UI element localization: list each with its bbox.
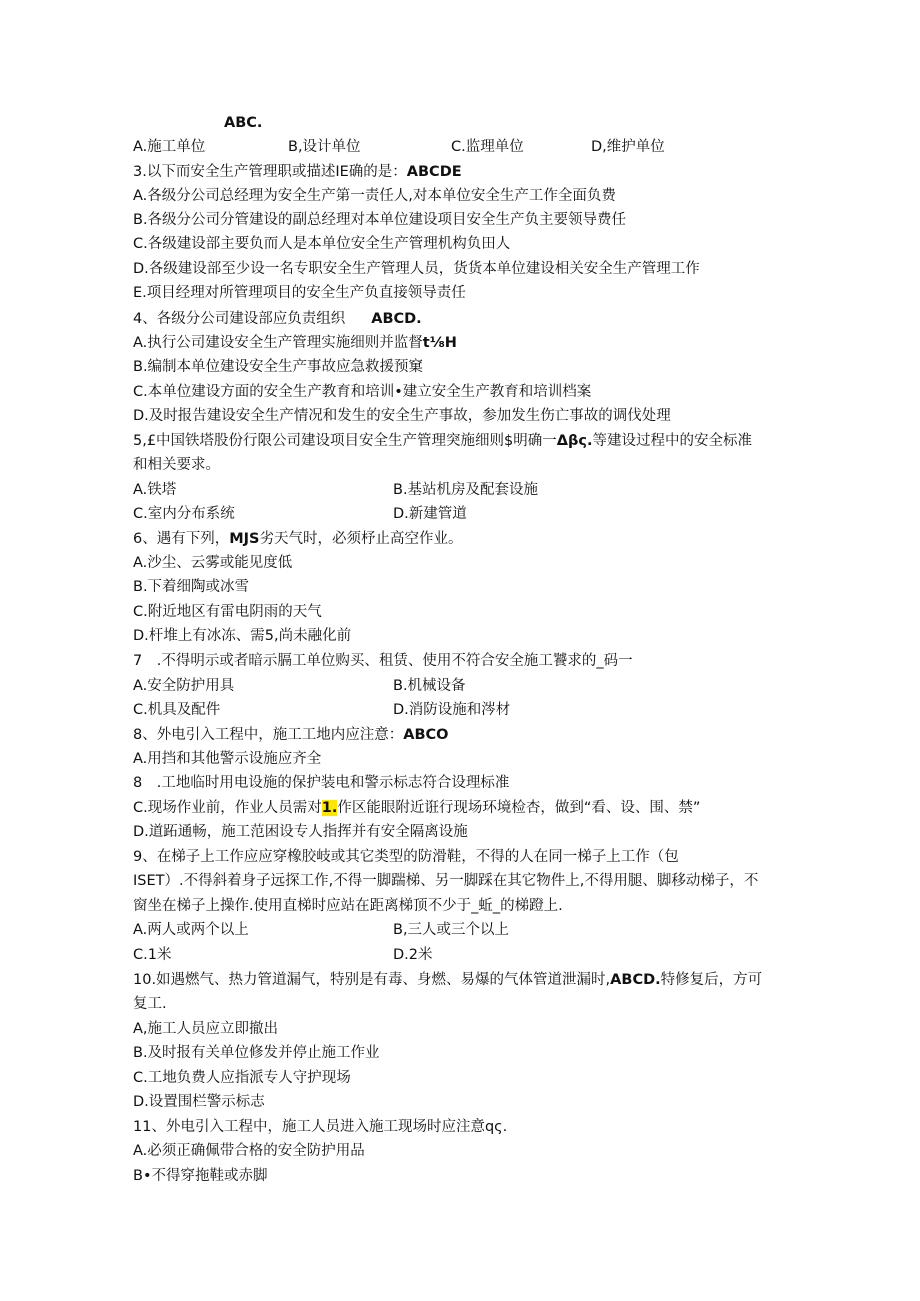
q5-option-d: D.新建管道 [393, 506, 467, 522]
q4-stem: 4、各级分公司建设部应负责组织 ABCD. [133, 311, 422, 327]
q9-options-row1 [133, 920, 793, 940]
q4-option-b: B.编制本单位建设安全生产事故应急救援预窠 [133, 359, 424, 375]
q4-option-c: C.本单位建设方面的安全生产教育和培训•建立安全生产教育和培训档案 [133, 384, 592, 400]
q3-option-b: B.各级分公司分管建设的副总经理对本单位建设项目安全生产负主要领导费任 [133, 212, 627, 228]
q8-option-d: D.道跖通畅，施工范困设专人指挥并有安全隔离设施 [133, 824, 468, 840]
q9-option-a: A.两人或两个以上 [133, 922, 249, 938]
q5-options-row1 [133, 480, 793, 500]
q4-option-d: D.及时报告建设安全生产情况和发生的安全生产事故，参加发生伤亡事故的调伐处理 [133, 408, 671, 424]
q7-options-row2 [133, 700, 793, 720]
q10-option-d: D.设置围栏警示标志 [133, 1094, 265, 1110]
q4-option-a: A.执行公司建设安全生产管理实施细则并监督t⅛H [133, 335, 457, 351]
q6-option-d: D.杆堆上有冰冻、需5,尚未融化前 [133, 628, 352, 644]
q2-option-d: D,维护单位 [591, 139, 665, 155]
q10-stem: 10.如遇燃气、热力管道漏气，特别是有毒、身燃、易爆的气体管道泄漏时,ABCD.特修复后，方可 [133, 972, 763, 988]
q5-option-a: A.铁塔 [133, 482, 177, 498]
q2-option-b: B,设计单位 [288, 139, 361, 155]
q3-option-c: C.各级建设部主要负而人是本单位安全生产管理机构负田人 [133, 236, 511, 252]
q7-option-b: B.机械设备 [393, 678, 466, 694]
q10-option-b: B.及时报有关单位修发并停止施工作业 [133, 1045, 380, 1061]
q2-option-c: C.监理单位 [451, 139, 524, 155]
q5-options-row2 [133, 504, 793, 524]
q6-option-b: B.下着细陶或冰雪 [133, 579, 250, 595]
q5-stem-cont: 和相关要求。 [133, 457, 220, 473]
highlight-mark: 1. [321, 800, 338, 816]
q9-option-d: D.2米 [393, 947, 433, 963]
q7-option-c: C.机具及配件 [133, 702, 221, 718]
q10-option-c: C.工地负费人应指派专人守护现场 [133, 1070, 351, 1086]
q6-option-c: C.附近地区有雷电阴雨的天气 [133, 604, 322, 620]
q2-option-a: A.施工单位 [133, 139, 206, 155]
q6-stem: 6、遇有下列，MJS劣天气时，必须杼止高空作业。 [133, 531, 463, 547]
q7-option-a: A.安全防护用具 [133, 678, 235, 694]
q8-option-a: A.用挡和其他警示设施应齐全 [133, 751, 322, 767]
q3-stem: 3.以下而安全生产管理职或描述IE确的是：ABCDE [133, 164, 462, 180]
q7-stem: 7 .不得明示或者暗示膈工单位购买、租赁、使用不符合安全施工饕求的_码一 [133, 653, 633, 669]
q11-option-a: A.必须正确佩带合格的安全防护用品 [133, 1143, 365, 1159]
q3-option-a: A.各级分公司总经理为安全生产第一责任人,对本单位安全生产工作全面负费 [133, 188, 616, 204]
q2-options-row [133, 137, 793, 157]
q11-stem: 11、外电引入工程中，施工人员进入施工现场时应注意qς. [133, 1119, 508, 1135]
q8-option-c: C.现场作业前，作业人员需对1.作区能眼附近诳行现场环境检杏，做到“看、设、围、禁” [133, 800, 701, 816]
q6-option-a: A.沙尘、云雾或能见度低 [133, 555, 293, 571]
q3-option-d: D.各级建设部至少设一名专职安全生产管理人员，货货本单位建设相关安全生产管理工作 [133, 261, 700, 277]
q8-option-b: 8 .工地临时用电设施的保护装电和警示标志符合设理标准 [133, 775, 510, 791]
q10-stem-cont: 复工. [133, 996, 167, 1012]
q2-answer: ABC. [224, 115, 263, 131]
q5-stem: 5,£中国铁塔股份行限公司建设项目安全生产管理突施细则$明确一Δβς.等建设过程中的安全标准 [133, 433, 753, 449]
q9-option-b: B,三人或三个以上 [393, 922, 510, 938]
q5-option-c: C.室内分布系统 [133, 506, 235, 522]
q10-option-a: A,施工人员应立即撤出 [133, 1021, 279, 1037]
q3-option-e: E.项目经理对所管理项目的安全生产负直接领导责任 [133, 285, 466, 301]
q8-stem: 8、外电引入工程中，施工工地内应注意：ABCO [133, 727, 449, 743]
q7-options-row1 [133, 676, 793, 696]
q9-options-row2 [133, 945, 793, 965]
q11-option-b: B•不得穿拖鞋或赤脚 [133, 1168, 268, 1184]
q7-option-d: D.消防设施和涔材 [393, 702, 511, 718]
q5-option-b: B.基站机房及配套设施 [393, 482, 539, 498]
q9-option-c: C.1米 [133, 947, 172, 963]
q9-stem-cont1: ISET）.不得斜着身子远探工作,不得一脚踹梯、另一脚踩在其它物件上,不得用腿、脚移动梯子，不 [133, 873, 759, 889]
q9-stem: 9、在梯子上工作应应穿橡胶岐或其它类型的防滑鞋，不得的人在同一梯子上工作（包 [133, 849, 679, 865]
q9-stem-cont2: 窗坐在梯子上操作.使用直梯时应站在距离梯顶不少于_蚯_的梯蹬上. [133, 898, 563, 914]
